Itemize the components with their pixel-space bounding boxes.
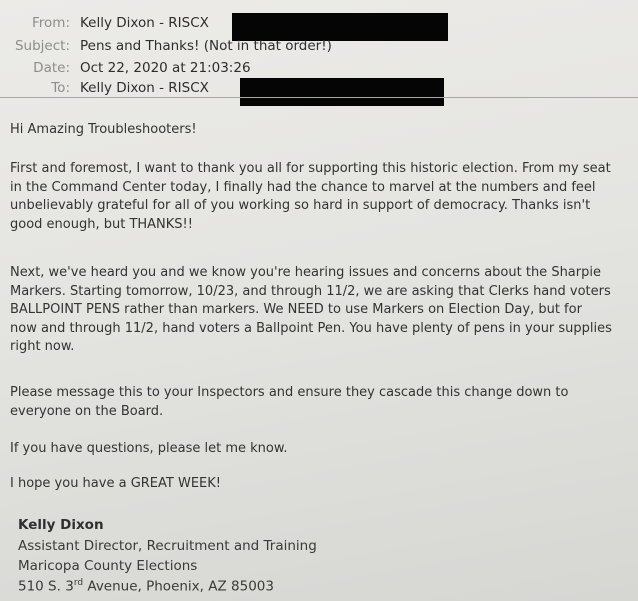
signature-name: Kelly Dixon [18, 517, 104, 533]
to-value: Kelly Dixon - RISCX [80, 80, 209, 96]
header-divider [0, 97, 638, 98]
paragraph-questions: If you have questions, please let me know. [10, 441, 288, 456]
date-value: Oct 22, 2020 at 21:03:26 [80, 60, 251, 76]
redaction-bar-to [240, 78, 444, 106]
redaction-bar-from [232, 13, 448, 41]
date-label: Date: [33, 60, 70, 76]
greeting-text: Hi Amazing Troubleshooters! [10, 122, 197, 137]
signature-title: Assistant Director, Recruitment and Training [18, 538, 317, 554]
to-label: To: [51, 80, 70, 96]
address-street-number: 510 S. 3 [18, 578, 74, 595]
from-value: Kelly Dixon - RISCX [80, 15, 209, 31]
address-ordinal-suffix: rd [73, 578, 84, 588]
paragraph-inspectors: Please message this to your Inspectors and ensure they cascade this change down to everyone on the Board. [10, 385, 569, 419]
paragraph-closing: I hope you have a GREAT WEEK! [10, 476, 221, 491]
paragraph-thanks: First and foremost, I want to thank you all for supporting this historic election. From my seat in the Command Center today, I finally had the chance to marvel at the numbers and feel unbelievably grateful for all of you working so hard in support of democracy. Thanks isn't good enough, but THANKS!! [10, 161, 611, 232]
from-label: From: [32, 15, 70, 31]
subject-value: Pens and Thanks! (Not in that order!) [80, 38, 332, 54]
signature-org: Maricopa County Elections [18, 558, 198, 574]
subject-label: Subject: [14, 38, 70, 54]
paragraph-pens: Next, we've heard you and we know you're hearing issues and concerns about the Sharpie Markers. Starting tomorrow, 10/23, and through 11/2, we are asking that Clerks hand voters BALLPOINT PENS rather than markers. We NEED to use Markers on Election Day, but for now and through 11/2, hand voters a Ballpoint Pen. You have plenty of pens in your supplies right now. [10, 265, 612, 354]
signature-address [18, 578, 274, 595]
address-street-rest: Avenue, Phoenix, AZ 85003 [83, 578, 274, 595]
